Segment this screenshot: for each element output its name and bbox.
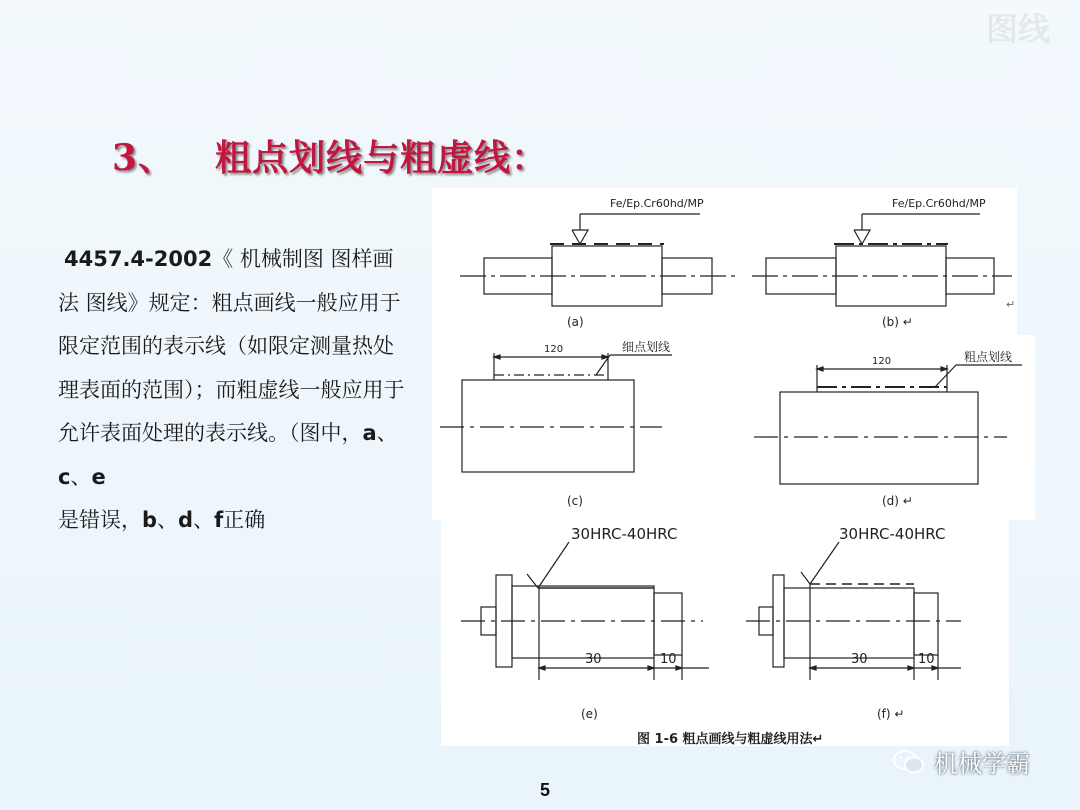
- hardness-f: 30HRC-40HRC: [839, 525, 946, 543]
- dim-120-c: 120: [544, 344, 564, 355]
- page-number: 5: [540, 780, 551, 800]
- dim-120-d: 120: [872, 356, 892, 367]
- figure-ef-drawing: [441, 520, 1009, 746]
- letter-e: e: [91, 464, 106, 489]
- letter-b: b: [142, 508, 158, 532]
- caption-f: (f) ↵: [877, 707, 905, 721]
- corner-title: 图线: [985, 10, 1050, 48]
- return-mark: ↵: [1006, 298, 1016, 311]
- hardness-e: 30HRC-40HRC: [571, 525, 678, 543]
- caption-a: (a): [567, 315, 584, 329]
- section-number: 3、: [112, 137, 176, 179]
- figure-caption: 图 1-6 粗点画线与粗虚线用法↵: [637, 732, 824, 746]
- caption-c: (c): [567, 494, 583, 508]
- watermark: [892, 744, 1030, 779]
- standard-number: 4457.4-2002: [64, 247, 213, 271]
- figure-panel-ef: [441, 520, 1009, 746]
- letter-a: a: [362, 421, 377, 445]
- note-thick-dash-dot: 粗点划线: [964, 350, 1013, 364]
- note-thin-dash-dot: 细点划线: [622, 340, 671, 354]
- body-text-1: 《 机械制图 图样画法 图线》规定：粗点画线一般应用于限定范围的表示线（如限定测量热处理表面的范围）；而粗虚线一般应用于允许表面处理的表示线。（图中，: [58, 247, 405, 445]
- dim-30-f: 30: [851, 652, 868, 667]
- surface-note-b: Fe/Ep.Cr60hd/MP: [892, 197, 986, 210]
- letter-c: c: [58, 464, 71, 489]
- sep: 、: [193, 508, 215, 532]
- section-title: 粗点划线与粗虚线：: [215, 137, 549, 179]
- sep: 、: [376, 421, 398, 445]
- caption-d: (d) ↵: [882, 494, 913, 508]
- section-heading: [112, 130, 548, 181]
- watermark-text: 机械学霸: [934, 750, 1030, 778]
- dim-30-e: 30: [585, 652, 602, 667]
- dim-10-f: 10: [918, 652, 935, 667]
- caption-e: (e): [581, 707, 598, 721]
- wechat-icon: [892, 748, 926, 776]
- dim-10-e: 10: [660, 652, 677, 667]
- figure-panel-ab: [432, 188, 1017, 335]
- caption-b: (b) ↵: [882, 315, 913, 329]
- surface-note-a: Fe/Ep.Cr60hd/MP: [610, 197, 704, 210]
- body-text-2: 是错误，: [58, 508, 142, 532]
- letter-f: f: [214, 508, 224, 532]
- letter-d: d: [178, 508, 194, 532]
- figure-ab-drawing: [432, 188, 1017, 335]
- figure-panel-cd: [432, 335, 1035, 520]
- body-text-3: 正确: [223, 508, 266, 532]
- sep: 、: [157, 508, 179, 532]
- body-paragraph: [58, 238, 408, 543]
- sep: 、: [70, 464, 92, 489]
- figure-cd-drawing: [432, 335, 1035, 520]
